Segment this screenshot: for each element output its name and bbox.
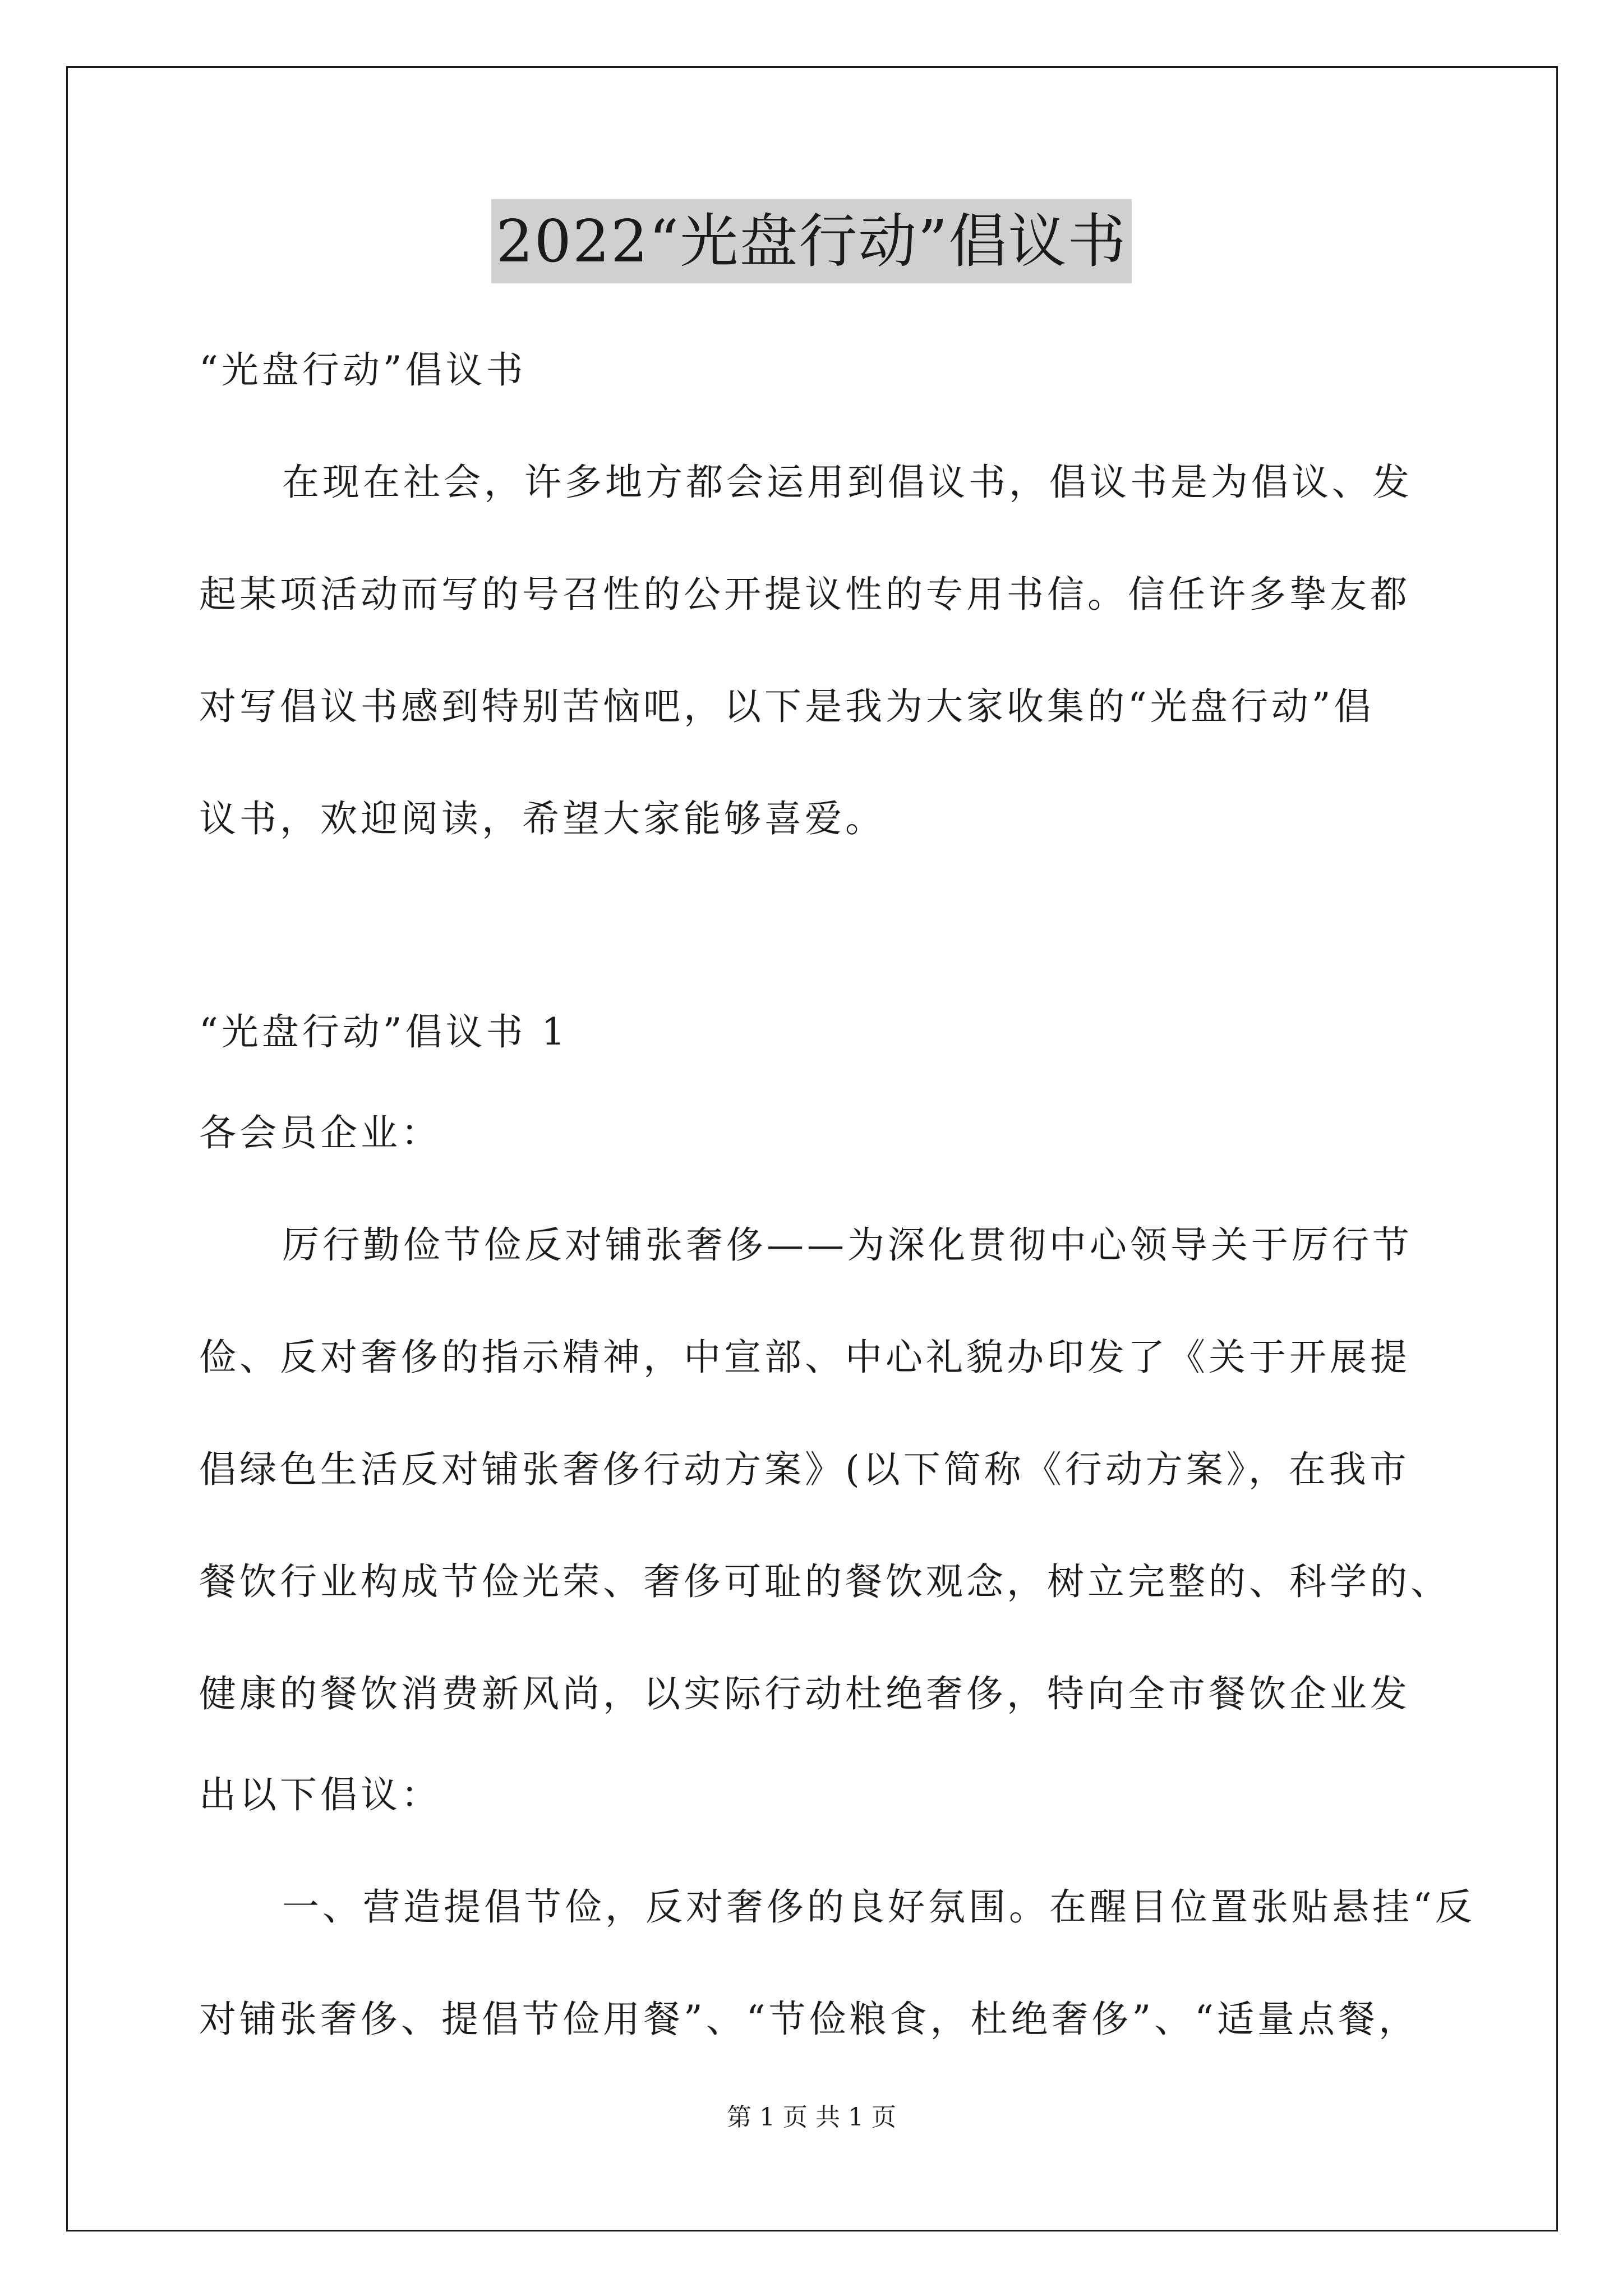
paragraph-line: 出以下倡议：	[199, 1773, 441, 1816]
subtitle: “光盘行动”倡议书	[199, 348, 527, 392]
page-footer: 第 1 页 共 1 页	[727, 2103, 896, 2132]
document-title: 2022“光盘行动”倡议书	[491, 199, 1131, 283]
salutation: 各会员企业：	[199, 1111, 441, 1154]
paragraph-line: 俭、反对奢侈的指示精神，中宣部、中心礼貌办印发了《关于开展提	[199, 1336, 1410, 1379]
paragraph-line: 一、营造提倡节俭，反对奢侈的良好氛围。在醒目位置张贴悬挂“反	[282, 1885, 1476, 1929]
paragraph-line: 餐饮行业构成节俭光荣、奢侈可耻的餐饮观念，树立完整的、科学的、	[199, 1560, 1451, 1603]
paragraph-line: 厉行勤俭节俭反对铺张奢侈——为深化贯彻中心领导关于厉行节	[282, 1223, 1413, 1267]
paragraph-line: 起某项活动而写的号召性的公开提议性的专用书信。信任许多挚友都	[199, 573, 1410, 616]
title-container	[0, 199, 1623, 283]
paragraph-line: 议书，欢迎阅读，希望大家能够喜爱。	[199, 797, 886, 840]
paragraph-line: 对写倡议书感到特别苦恼吧，以下是我为大家收集的“光盘行动”倡	[199, 685, 1375, 728]
section-heading: “光盘行动”倡议书 1	[199, 1010, 569, 1053]
paragraph-line: 对铺张奢侈、提倡节俭用餐”、“节俭粮食，杜绝奢侈”、“适量点餐，	[199, 1998, 1419, 2041]
paragraph-line: 在现在社会，许多地方都会运用到倡议书，倡议书是为倡议、发	[282, 461, 1413, 504]
paragraph-line: 健康的餐饮消费新风尚，以实际行动杜绝奢侈，特向全市餐饮企业发	[199, 1672, 1410, 1715]
paragraph-line: 倡绿色生活反对铺张奢侈行动方案》(以下简称《行动方案》，在我市	[199, 1448, 1410, 1491]
